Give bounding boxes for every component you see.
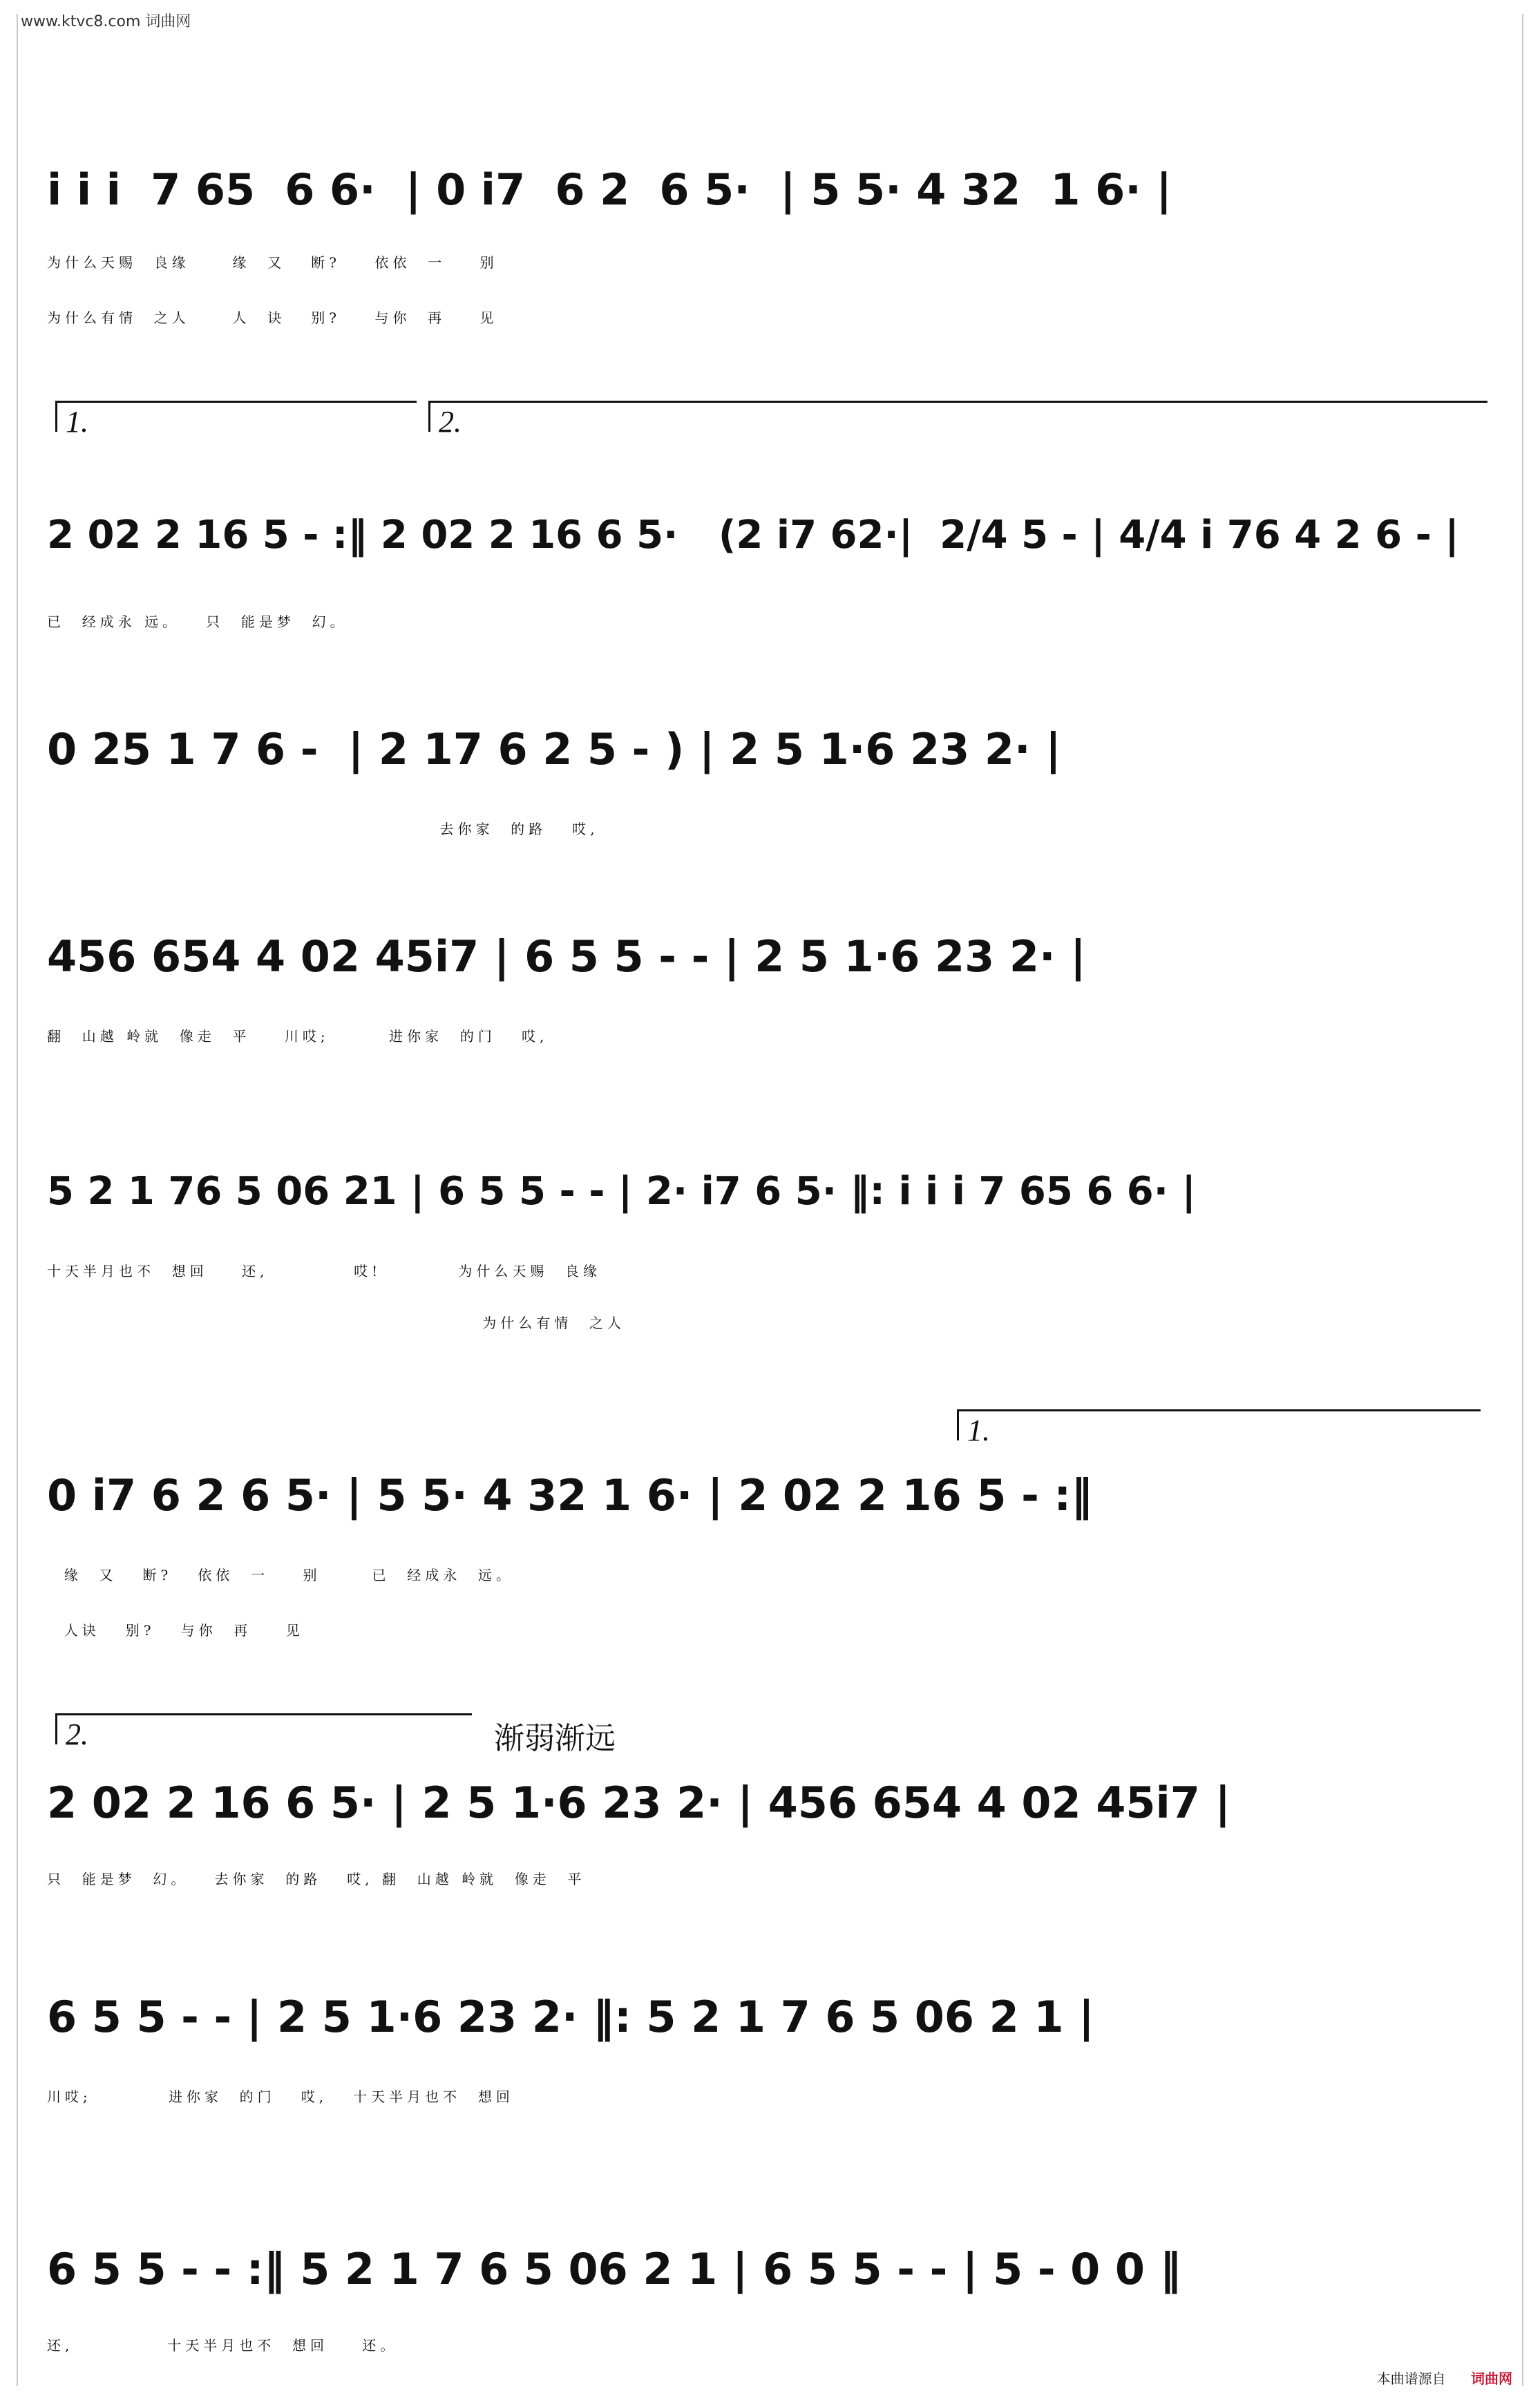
notation-line: 6 5 5 - - | 2 5 1·6 23 2· ‖: 5 2 1 7 6 5 06 2 1 | [47,1992,1094,2042]
lyric-line-1: 十天半月也不 想回 还, 哎! 为什么天赐 良缘 [47,1263,602,1279]
lyric-line-1: 已 经成永 远。 只 能是梦 幻。 [47,613,348,630]
music-system-3 [47,725,1484,864]
music-system-6 [47,1472,1484,1651]
site-logo[interactable]: 词曲网 [1471,2370,1512,2387]
footer-brand [1377,2368,1512,2388]
notation-line: 6 5 5 - - :‖ 5 2 1 7 6 5 06 2 1 | 6 5 5 - - | 5 - 0 0 ‖ [47,2244,1181,2294]
volta-second: 2. [428,401,1487,432]
lyric-line-1: 去你家 的路 哎, [47,821,599,837]
music-system-7 [47,1779,1484,1917]
lyric-line-1: 还, 十天半月也不 想回 还。 [47,2337,399,2354]
volta-first-b: 1. [957,1409,1481,1440]
dynamics-marking: 渐弱渐远 [494,1721,616,1756]
lyric-line-1: 缘 又 断? 依依 一 别 已 经成永 远。 [47,1567,515,1583]
notation-line: 5 2 1 76 5 06 21 | 6 5 5 - - | 2· i7 6 5· ‖: i i i 7 65 6 6· | [47,1169,1196,1214]
lyric-line-1: 为什么天赐 良缘 缘 又 断? 依依 一 别 [47,254,498,271]
music-system-1 [47,166,1484,345]
lyric-line-2: 为什么有情 之人 人 诀 别? 与你 再 见 [47,309,498,326]
volta-second-b: 2. [55,1713,472,1744]
music-system-9 [47,2245,1484,2383]
notation-line: 2 02 2 16 5 - :‖ 2 02 2 16 6 5· (2 i7 62·| 2/4 5 - | 4/4 i 76 4 2 6 - | [47,513,1459,558]
lyric-line-1: 川哎; 进你家 的门 哎, 十天半月也不 想回 [47,2088,514,2105]
notation-line: 456 654 4 02 45i7 | 6 5 5 - - | 2 5 1·6 23 2· | [47,931,1086,982]
notation-line: 0 25 1 7 6 - | 2 17 6 2 5 - ) | 2 5 1·6 23 2· | [47,724,1061,774]
music-system-8 [47,1993,1484,2131]
music-system-5 [47,1168,1484,1347]
lyric-line-1: 只 能是梦 幻。 去你家 的路 哎, 翻 山越 岭就 像走 平 [47,1871,586,1887]
lyric-line-2: 人诀 别? 与你 再 见 [47,1622,304,1639]
music-system-2 [47,511,1484,649]
volta-first: 1. [55,401,417,432]
footer-source: 本曲谱源自 [1376,2370,1446,2387]
music-system-4 [47,933,1484,1071]
lyric-line-2: 为什么有情 之人 [47,1315,625,1331]
notation-line: 0 i7 6 2 6 5· | 5 5· 4 32 1 6· | 2 02 2 16 5 - :‖ [47,1470,1093,1521]
site-watermark: www.ktvc8.com 词曲网 [21,13,191,30]
notation-line: i i i 7 65 6 6· | 0 i7 6 2 6 5· | 5 5· 4 32 1 6· | [47,164,1172,215]
notation-line: 2 02 2 16 6 5· | 2 5 1·6 23 2· | 456 654 4 02 45i7 | [47,1778,1231,1828]
lyric-line-1: 翻 山越 岭就 像走 平 川哎; 进你家 的门 哎, [47,1028,549,1045]
